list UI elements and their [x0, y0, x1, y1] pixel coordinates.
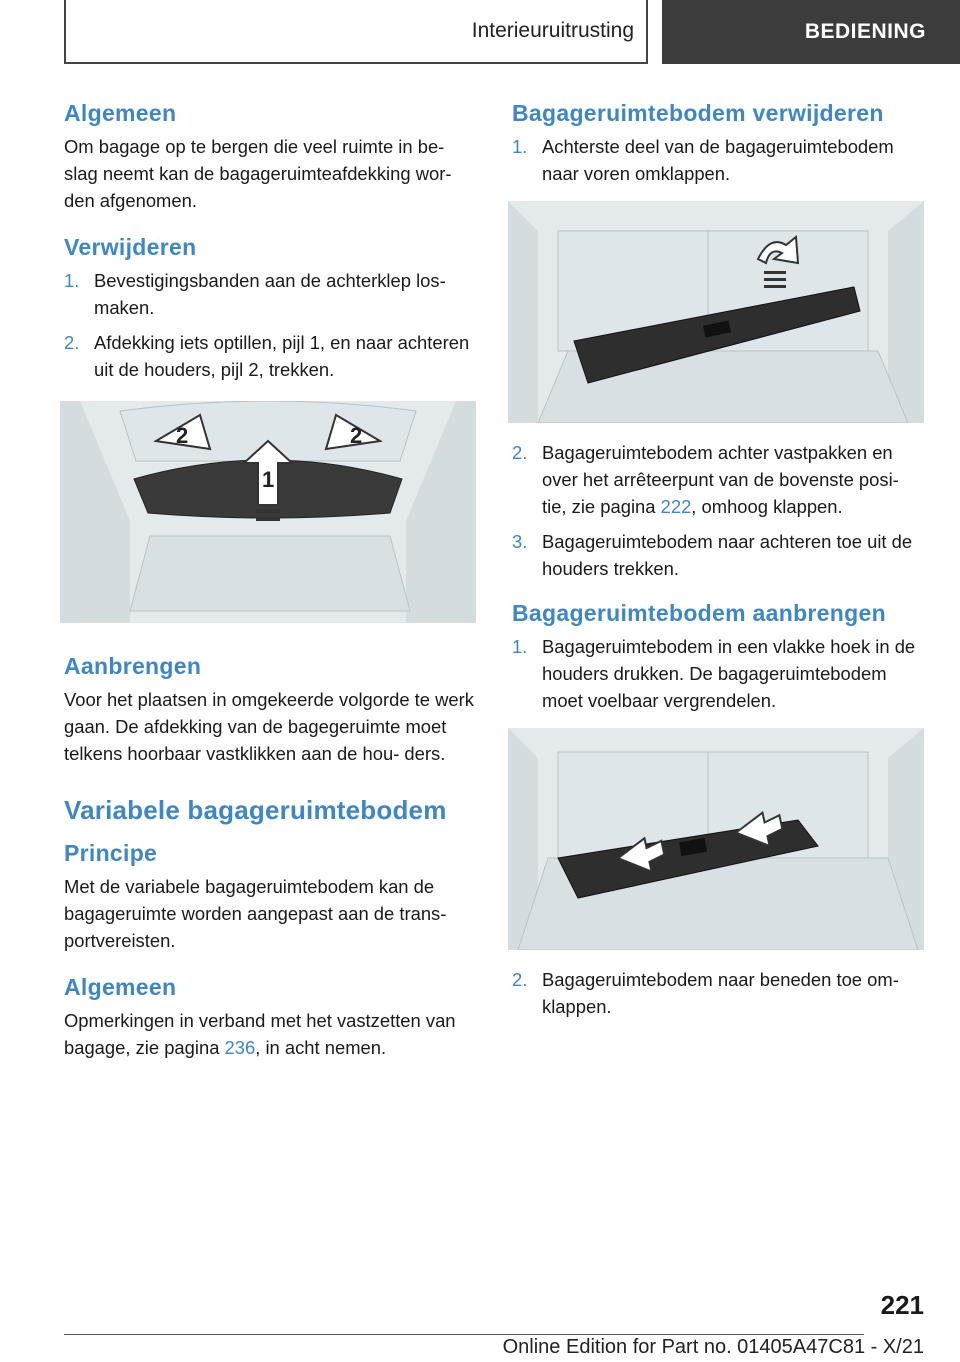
- step-text-after-link: , omhoog klappen.: [691, 496, 843, 517]
- section-title: Verwijderen: [64, 234, 197, 260]
- step-number: 3.: [512, 531, 528, 552]
- page-link-222[interactable]: 222: [660, 496, 692, 517]
- section-text: [64, 1007, 480, 1061]
- text-before-link: Opmerkingen in verband met het vastzetten van bagage, zie pagina: [64, 1010, 456, 1058]
- section-principe: [64, 840, 480, 954]
- section-algemeen-2: [64, 974, 480, 1061]
- step-text-before-link: Bagageruimtebodem achter vastpakken en over het arrêteerpunt van de bovenste posi- tie, zie pagina: [542, 442, 899, 517]
- section-title: Algemeen: [64, 100, 177, 126]
- step-text: Achterste deel van de bagageruimtebodem naar voren omklappen.: [542, 136, 894, 184]
- cover-removal-illustration: [60, 401, 476, 623]
- steps-list: [512, 633, 928, 714]
- steps-list-continued: [512, 439, 928, 582]
- section-text: Voor het plaatsen in omgekeerde volgorde te werk gaan. De afdekking van de bagegeruimte moet telkens hoorbaar vastklikken aan de hou- ders.: [64, 689, 474, 764]
- header-section-label: Interieuruitrusting: [471, 19, 634, 42]
- step-text: Afdekking iets optillen, pijl 1, en naar achteren uit de houders, pijl 2, trekken.: [94, 332, 470, 380]
- right-column: [512, 100, 928, 1028]
- section-verwijderen-bodem: [512, 100, 928, 187]
- footer-divider: [64, 1334, 864, 1335]
- list-item: [512, 633, 928, 714]
- step-text: Bagageruimtebodem naar achteren toe uit de houders trekken.: [542, 531, 913, 579]
- header-chapter-label: BEDIENING: [804, 20, 926, 43]
- section-title: Bagageruimtebodem aanbrengen: [512, 600, 886, 626]
- section-variabele: [64, 795, 480, 826]
- list-item: [64, 329, 480, 383]
- step-text: Bagageruimtebodem naar beneden toe om- klappen.: [542, 969, 899, 1017]
- section-aanbrengen-bodem: [512, 600, 928, 714]
- list-item: [512, 133, 928, 187]
- header-chapter-tab: [662, 0, 960, 64]
- arrow-label-1: 1: [262, 467, 275, 492]
- step-text: Bagageruimtebodem in een vlakke hoek in de houders drukken. De bagageruimtebodem moet voelbaar vergrendelen.: [542, 636, 916, 711]
- page-number: 221: [880, 1290, 924, 1320]
- section-algemeen: [64, 100, 480, 214]
- step-number: 2.: [512, 442, 528, 463]
- step-number: 1.: [64, 270, 80, 291]
- step-number: 2.: [64, 332, 80, 353]
- list-item: [512, 439, 928, 520]
- section-text: Met de variabele bagageruimtebodem kan de bagageruimte worden aangepast aan de trans- portvereisten.: [64, 876, 447, 951]
- section-title: Algemeen: [64, 974, 177, 1000]
- steps-list: [512, 133, 928, 187]
- text-after-link: , in acht nemen.: [255, 1037, 387, 1058]
- section-verwijderen: [64, 234, 480, 383]
- section-title: Principe: [64, 840, 158, 866]
- page-link-236[interactable]: 236: [224, 1037, 256, 1058]
- header-section: [64, 0, 648, 64]
- steps-list-continued: [512, 966, 928, 1020]
- list-item: [512, 528, 928, 582]
- footer-edition: Online Edition for Part no. 01405A47C81 - X/21: [502, 1336, 924, 1358]
- steps-list: [64, 267, 480, 383]
- section-title: Aanbrengen: [64, 653, 202, 679]
- arrow-label-2-left: 2: [176, 423, 189, 448]
- step-number: 2.: [512, 969, 528, 990]
- step-number: 1.: [512, 636, 528, 657]
- floor-insert-illustration: [508, 728, 924, 950]
- list-item: [512, 966, 928, 1020]
- floor-fold-illustration: [508, 201, 924, 423]
- chapter-title: Variabele bagageruimtebodem: [64, 795, 447, 825]
- section-title: Bagageruimtebodem verwijderen: [512, 100, 884, 126]
- section-aanbrengen: [64, 653, 480, 767]
- left-column: [64, 100, 480, 1081]
- arrow-label-2-right: 2: [350, 423, 363, 448]
- section-text: Om bagage op te bergen die veel ruimte in be- slag neemt kan de bagageruimteafdekking wor- den afgenomen.: [64, 136, 452, 211]
- step-number: 1.: [512, 136, 528, 157]
- step-text: Bevestigingsbanden aan de achterklep los- maken.: [94, 270, 446, 318]
- list-item: [64, 267, 480, 321]
